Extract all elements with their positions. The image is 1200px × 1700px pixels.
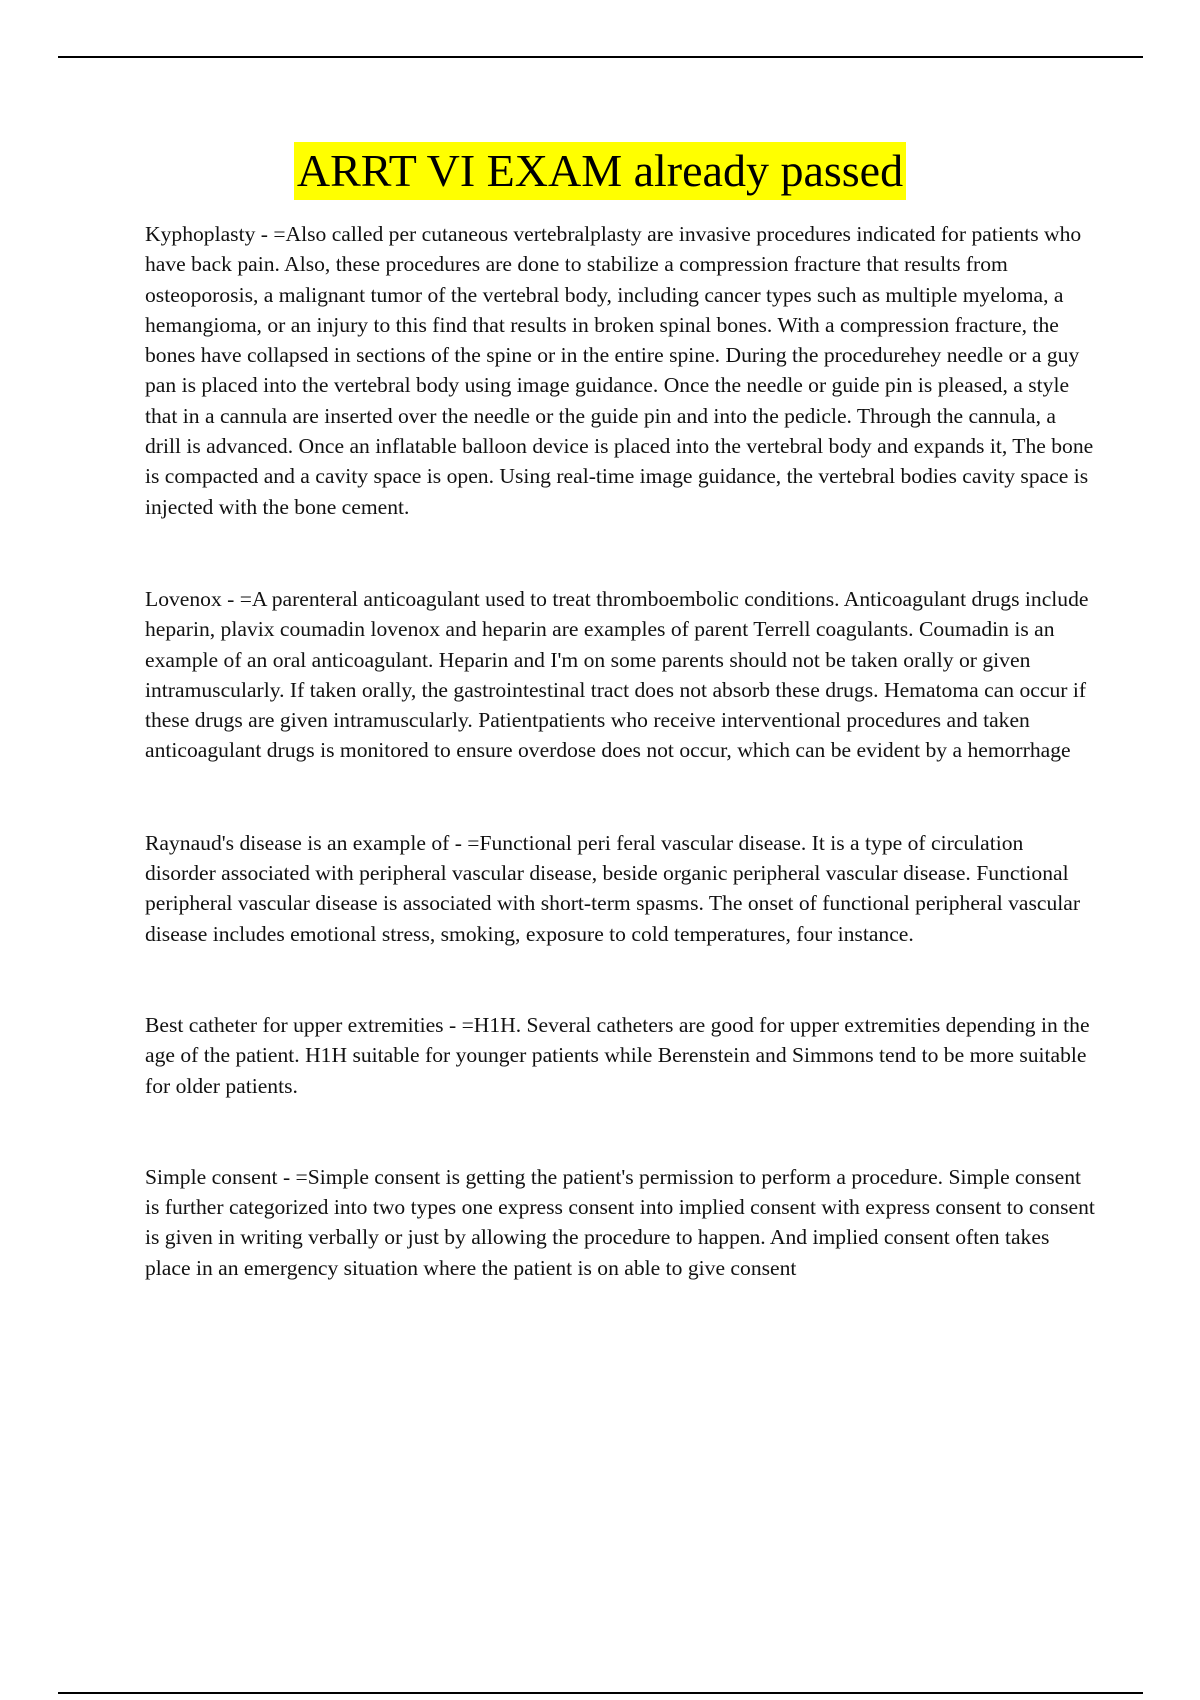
entry-kyphoplasty: Kyphoplasty - =Also called per cutaneous vertebralplasty are invasive procedures indicated for patients who have back pain. Also, these procedures are done to stabilize a compression fracture that results from osteoporosis, a malignant tumor of the vertebral body, including cancer types such as multiple myeloma, a hemangioma, or an injury to this find that results in broken spinal bones. With a compression fracture, the bones have collapsed in sections of the spine or in the entire spine. During the procedurehey needle or a guy pan is placed into the vertebral body using image guidance. Once the needle or guide pin is pleased, a style that in a cannula are inserted over the needle or the guide pin and into the pedicle. Through the cannula, a drill is advanced. Once an inflatable balloon device is placed into the vertebral body and expands it, The bone is compacted and a cavity space is open. Using real-time image guidance, the vertebral bodies cavity space is injected with the bone cement.: [145, 222, 1094, 519]
entry-simple-consent: Simple consent - =Simple consent is getting the patient's permission to perform a procedure. Simple consent is further categorized into two types one express consent into implied consent with express consent to consent is given in writing verbally or just by allowing the procedure to happen. And implied consent often takes place in an emergency situation where the patient is on able to give consent: [145, 1164, 1095, 1280]
title-container: [0, 142, 1200, 200]
footer-rule: [58, 1692, 1143, 1694]
entry-best-catheter: Best catheter for upper extremities - =H1H. Several catheters are good for upper extremities depending in the age of the patient. H1H suitable for younger patients while Berenstein and Simmons tend to be more suitable for older patients.: [145, 1012, 1090, 1098]
document-title: ARRT VI EXAM already passed: [294, 142, 906, 200]
header-rule: [58, 56, 1143, 58]
document-body: [145, 219, 1095, 1283]
entry-raynauds-disease: Raynaud's disease is an example of - =Functional peri feral vascular disease. It is a type of circulation disorder associated with peripheral vascular disease, beside organic peripheral vascular disease. Functional peripheral vascular disease is associated with short-term spasms. The onset of functional peripheral vascular disease includes emotional stress, smoking, exposure to cold temperatures, four instance.: [145, 830, 1081, 946]
entry-lovenox: Lovenox - =A parenteral anticoagulant used to treat thromboembolic conditions. Anticoagulant drugs include heparin, plavix coumadin lovenox and heparin are examples of parent Terrell coagulants. Coumadin is an example of an oral anticoagulant. Heparin and I'm on some parents should not be taken orally or given intramuscularly. If taken orally, the gastrointestinal tract does not absorb these drugs. Hematoma can occur if these drugs are given intramuscularly. Patientpatients who receive interventional procedures and taken anticoagulant drugs is monitored to ensure overdose does not occur, which can be evident by a hemorrhage: [145, 586, 1089, 763]
